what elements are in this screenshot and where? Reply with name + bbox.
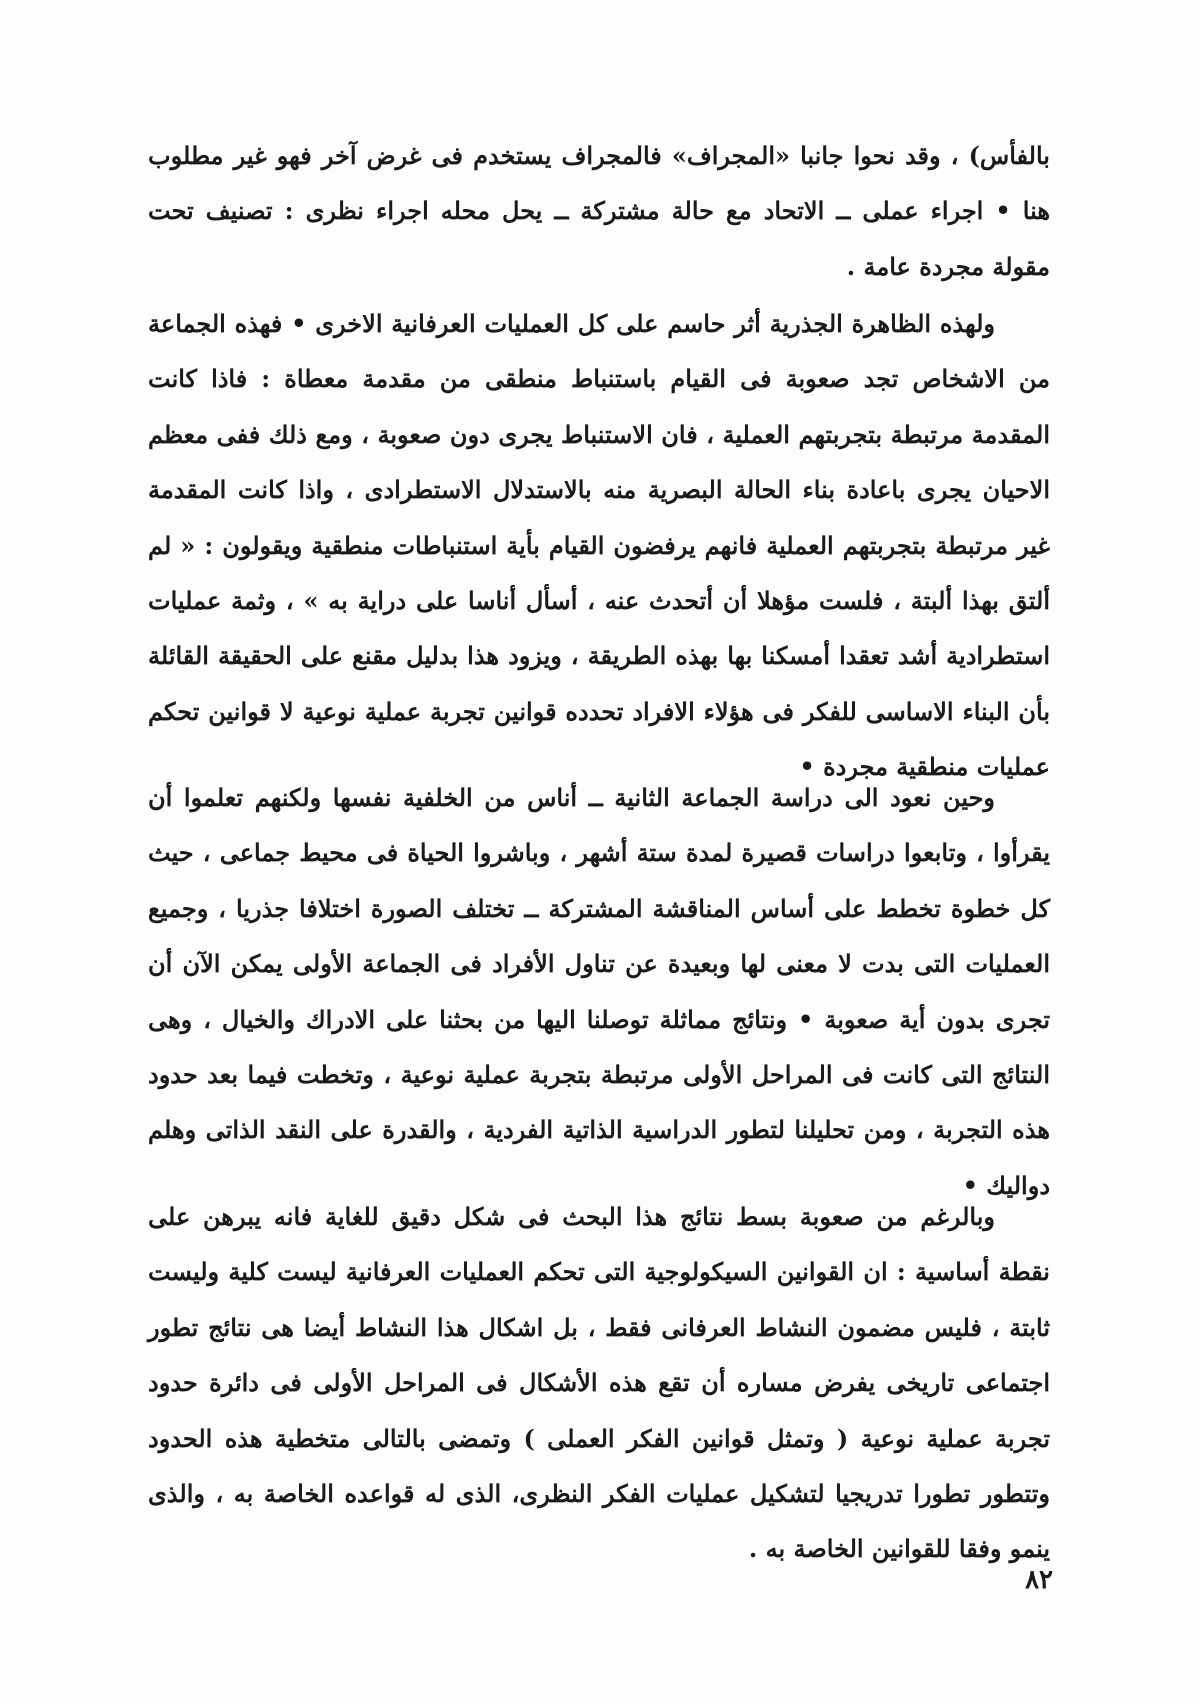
paragraph-2 [148, 296, 1050, 795]
paragraph-3 [148, 770, 1050, 1213]
paragraph-1 [148, 128, 1050, 294]
paragraph-1-text: بالفأس) ، وقد نحوا جانبا «المجراف» فالمجراف يستخدم فى غرض آخر فهو غير مطلوب هنا • اجراء عملى ــ الاتحاد مع حالة مشتركة ــ يحل محله اجراء نظرى : تصنيف تحت مقولة مجردة عامة . [148, 141, 1050, 281]
paragraph-3-text: وحين نعود الى دراسة الجماعة الثانية ــ أناس من الخلفية نفسها ولكنهم تعلموا أن يقرأوا ، وتابعوا دراسات قصيرة لمدة ستة أشهر ، وباشروا الحياة فى محيط جماعى ، حيث كل خطوة تخطط على أساس المناقشة المشتركة ــ تختلف الصورة اختلافا جذريا ، وجميع العمليات التى بدت لا معنى لها وبعيدة عن تناول الأفراد فى الجماعة الأولى يمكن الآن أن تجرى بدون أية صعوبة • ونتائج مماثلة توصلنا اليها من بحثنا على الادراك والخيال ، وهى النتائج التى كانت فى المراحل الأولى مرتبطة بتجربة عملية نوعية ، وتخطت فيما بعد حدود هذه التجربة ، ومن تحليلنا لتطور الدراسية الذاتية الفردية ، والقدرة على النقد الذاتى وهلم دواليك • [148, 783, 1051, 1200]
paragraph-4 [148, 1189, 1050, 1577]
paragraph-2-text: ولهذه الظاهرة الجذرية أثر حاسم على كل العمليات العرفانية الاخرى • فهذه الجماعة من الاشخاص تجد صعوبة فى القيام باستنباط منطقى من مقدمة معطاة : فاذا كانت المقدمة مرتبطة بتجربتهم العملية ، فان الاستنباط يجرى دون صعوبة ، ومع ذلك ففى معظم الاحيان يجرى باعادة بناء الحالة البصرية منه بالاستدلال الاستطرادى ، واذا كانت المقدمة غير مرتبطة بتجربتهم العملية فانهم يرفضون القيام بأية استنباطات منطقية ويقولون : « لم ألتق بهذا ألبتة ، فلست مؤهلا أن أتحدث عنه ، أسأل أناسا على دراية به » ، وثمة عمليات استطرادية أشد تعقدا أمسكنا بها بهذه الطريقة ، ويزود هذا بدليل مقنع على الحقيقة القائلة بأن البناء الاساسى للفكر فى هؤلاء الافراد تحدده قوانين تجربة عملية نوعية لا قوانين تحكم عمليات منطقية مجردة • [148, 309, 1050, 782]
page-number: ٨٢ [1025, 1565, 1053, 1595]
paragraph-4-text: وبالرغم من صعوبة بسط نتائج هذا البحث فى شكل دقيق للغاية فانه يبرهن على نقطة أساسية : ان القوانين السيكولوجية التى تحكم العمليات العرفانية ليست كلية وليست ثابتة ، فليس مضمون النشاط العرفانى فقط ، بل اشكال هذا النشاط أيضا هى نتائج تطور اجتماعى تاريخى يفرض مساره أن تقع هذه الأشكال فى المراحل الأولى فى دائرة حدود تجربة عملية نوعية ( وتمثل قوانين الفكر العملى ) وتمضى بالتالى متخطية هذه الحدود وتتطور تطورا تدريجيا لتشكيل عمليات الفكر النظرى، الذى له قواعده الخاصة به ، والذى ينمو وفقا للقوانين الخاصة به . [148, 1202, 1050, 1564]
